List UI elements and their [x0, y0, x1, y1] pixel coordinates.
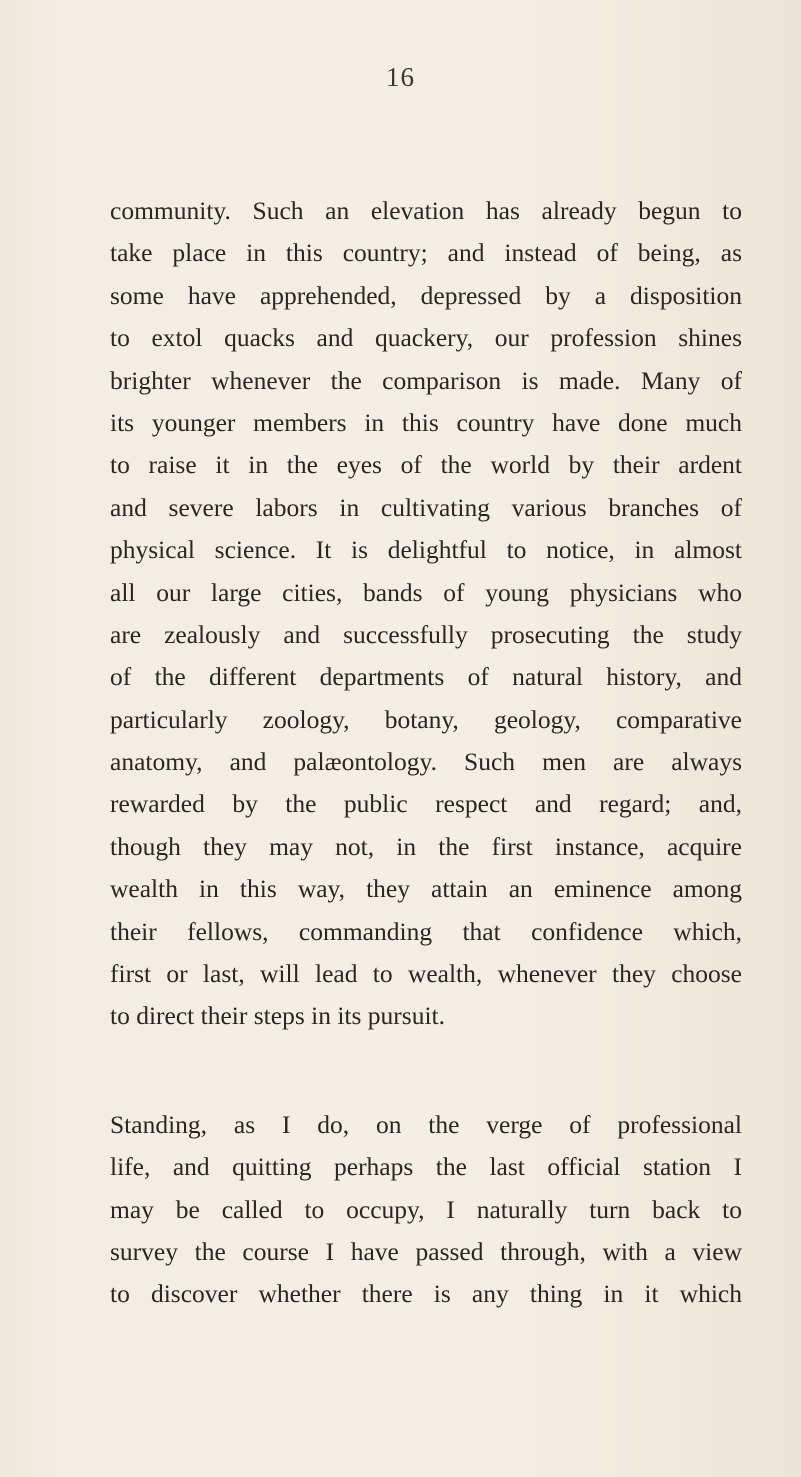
- text-line: particularly zoology, botany, geology, comparative: [110, 704, 742, 734]
- text-line: though they may not, in the first instance, acquire: [110, 831, 742, 861]
- text-line: first or last, will lead to wealth, whenever they choose: [110, 959, 742, 989]
- text-line: anatomy, and palæontology. Such men are always: [110, 747, 742, 777]
- page-number: 16: [386, 62, 415, 92]
- text-line: wealth in this way, they attain an eminence among: [110, 874, 742, 904]
- text-line: some have apprehended, depressed by a disposition: [110, 280, 742, 310]
- paragraph-spacer: [110, 1038, 742, 1104]
- text-line: their fellows, commanding that confidence which,: [110, 916, 742, 946]
- text-line: to raise it in the eyes of the world by their ardent: [110, 450, 742, 480]
- text-line: community. Such an elevation has already begun to: [110, 196, 742, 225]
- text-line: and severe labors in cultivating various branches of: [110, 492, 742, 522]
- body-text: [110, 190, 742, 1316]
- text-line: may be called to occupy, I naturally turn back to: [110, 1194, 742, 1224]
- text-line: physical science. It is delightful to notice, in almost: [110, 535, 742, 565]
- text-line: to discover whether there is any thing in it which: [110, 1279, 742, 1309]
- text-line: take place in this country; and instead of being, as: [110, 238, 742, 268]
- text-line: all our large cities, bands of young physicians who: [110, 577, 742, 607]
- text-line: life, and quitting perhaps the last official station I: [110, 1152, 742, 1182]
- paragraph-1: [110, 190, 742, 1038]
- text-line: of the different departments of natural history, and: [110, 662, 742, 692]
- text-line: survey the course I have passed through, with a view: [110, 1236, 742, 1266]
- text-line: its younger members in this country have done much: [110, 407, 742, 437]
- text-line: are zealously and successfully prosecuting the study: [110, 619, 742, 649]
- paragraph-2: [110, 1104, 742, 1316]
- text-line: to extol quacks and quackery, our profession shines: [110, 323, 742, 353]
- text-line: to direct their steps in its pursuit.: [110, 1001, 445, 1031]
- text-line: Standing, as I do, on the verge of professional: [110, 1109, 742, 1139]
- text-line: brighter whenever the comparison is made. Many of: [110, 365, 742, 395]
- text-line: rewarded by the public respect and regard; and,: [110, 789, 742, 819]
